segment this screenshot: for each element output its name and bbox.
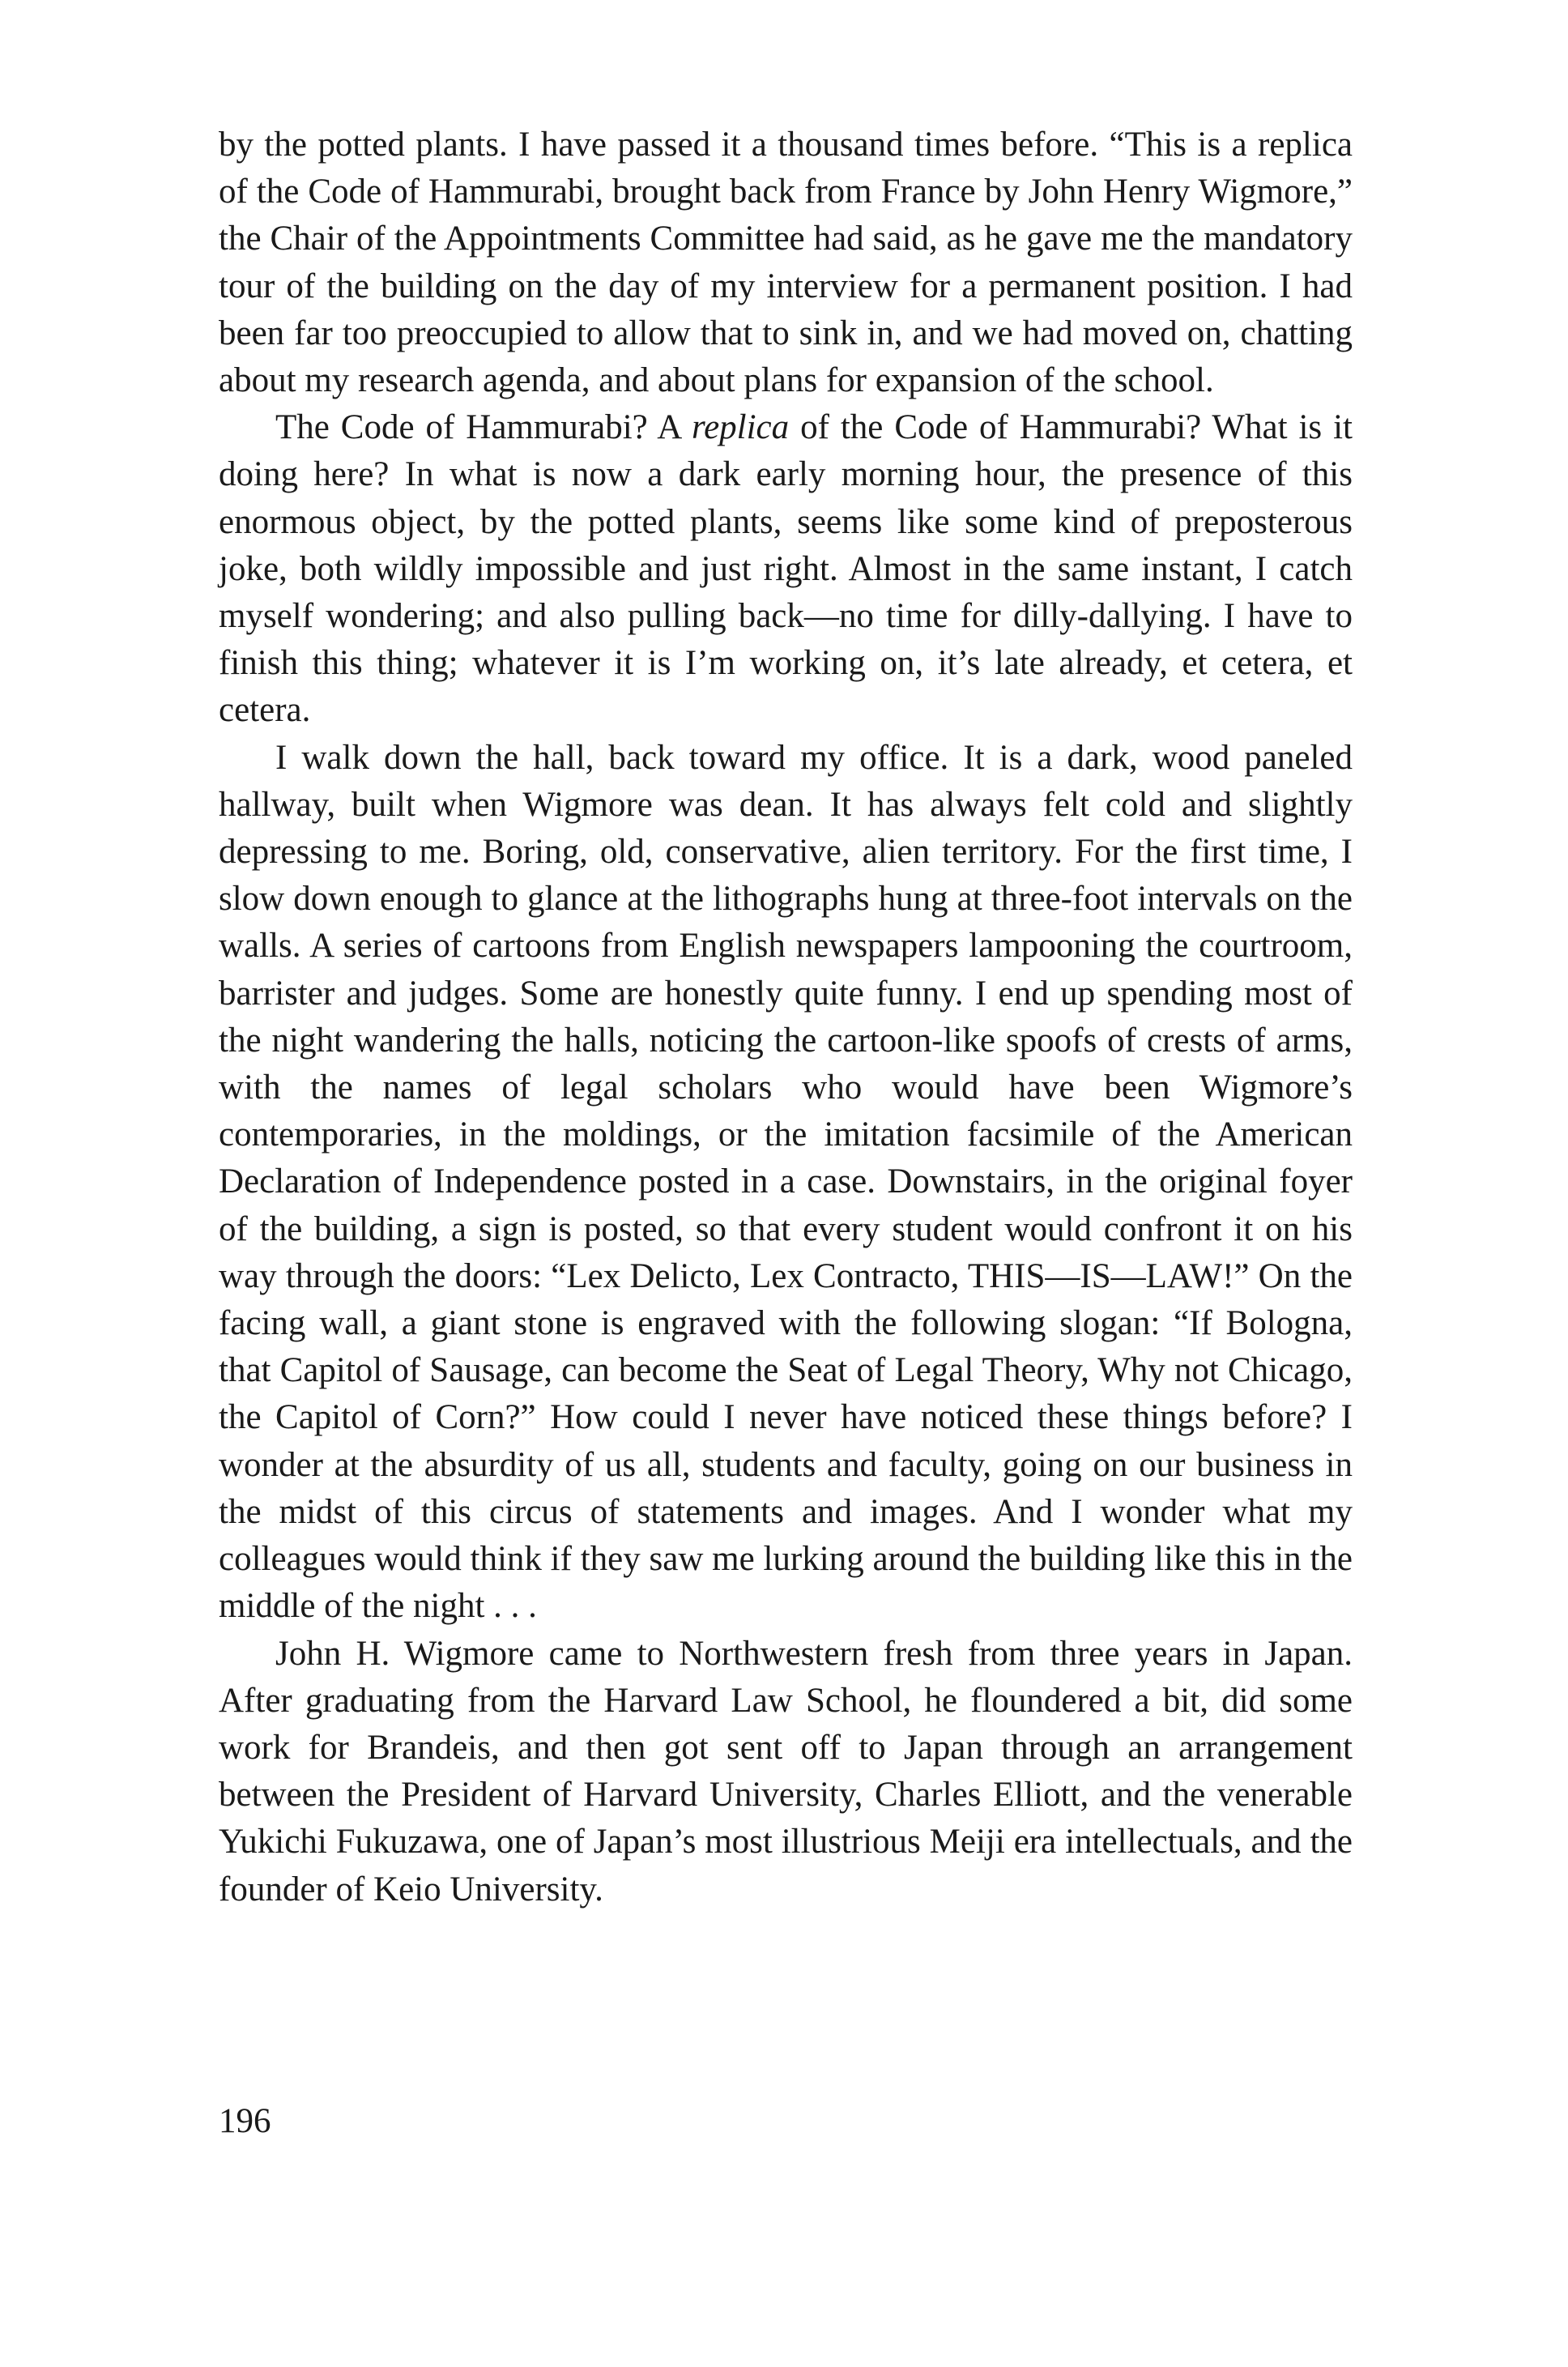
page-number: 196 bbox=[219, 2102, 271, 2140]
paragraph-3-text: I walk down the hall, back toward my office. It is a dark, wood paneled hallway, built when Wigmore was dean. It has always felt cold and slightly depressing to me. Boring, old, conservative, alien territory. For the first time, I slow down enough to glance at the lithographs hung at three-foot intervals on the walls. A series of cartoons from English newspapers lampooning the courtroom, barrister and judges. Some are honestly quite funny. I end up spending most of the night wandering the halls, noticing the cartoon-like spoofs of crests of arms, with the names of legal scholars who would have been Wigmore’s contemporaries, in the moldings, or the imitation facsimile of the American Declaration of Independence posted in a case. Downstairs, in the original foyer of the building, a sign is posted, so that every student would confront it on his way through the doors: “Lex Delicto, Lex Contracto, THIS—IS—LAW!” On the facing wall, a giant stone is engraved with the following slogan: “If Bologna, that Capitol of Sausage, can become the Seat of Legal Theory, Why not Chicago, the Capitol of Corn?” How could I never have noticed these things before? I wonder at the absurdity of us all, students and faculty, going on our business in the midst of this circus of statements and images. And I wonder what my colleagues would think if they saw me lurking around the building like this in the middle of the night . . . bbox=[219, 738, 1353, 1626]
paragraph-2 bbox=[219, 404, 1353, 734]
paragraph-2-text-start: The Code of Hammurabi? A bbox=[275, 408, 692, 447]
paragraph-2-italic-replica: replica bbox=[691, 408, 790, 447]
paragraph-4-text: John H. Wigmore came to Northwestern fresh from three years in Japan. After graduating from the Harvard Law School, he floundered a bit, did some work for Brandeis, and then got sent off to Japan through an arrangement between the President of Harvard University, Charles Elliott, and the venerable Yukichi Fukuzawa, one of Japan’s most illustrious Meiji era intellectuals, and the founder of Keio University. bbox=[219, 1634, 1353, 1909]
paragraph-1-text: by the potted plants. I have passed it a thousand times before. “This is a replica of the Code of Hammurabi, brought back from France by John Henry Wigmore,” the Chair of the Appointments Committee had said, as he gave me the mandatory tour of the building on the day of my interview for a permanent position. I had been far too preoccupied to allow that to sink in, and we had moved on, chatting about my research agenda, and about plans for expansion of the school. bbox=[219, 126, 1353, 400]
paragraph-4 bbox=[219, 1631, 1353, 1913]
body-text bbox=[219, 122, 1353, 1913]
paragraph-3 bbox=[219, 735, 1353, 1631]
paragraph-2-text-end: of the Code of Hammurabi? What is it doing here? In what is now a dark early morning hour, the presence of this enormous object, by the potted plants, seems like some kind of preposterous joke, both wildly impossible and just right. Almost in the same instant, I catch myself wondering; and also pulling back—no time for dilly-dallying. I have to finish this thing; whatever it is I’m working on, it’s late already, et cetera, et cetera. bbox=[219, 408, 1353, 730]
paragraph-1 bbox=[219, 122, 1353, 404]
